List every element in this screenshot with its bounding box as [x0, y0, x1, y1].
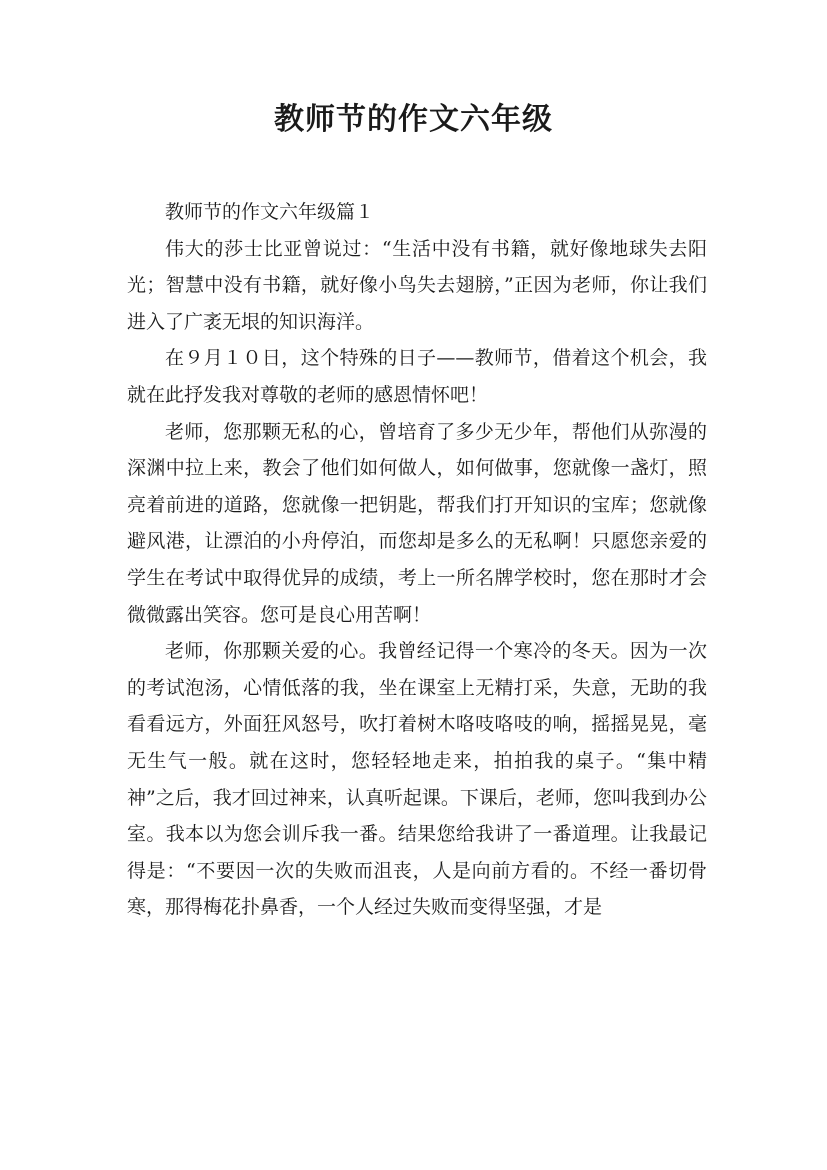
document-title: 教师节的作文六年级 [274, 102, 553, 137]
section-heading: 教师节的作文六年级篇１ [165, 201, 375, 223]
document-body [127, 194, 707, 926]
paragraph-4: 老师，你那颗关爱的心。我曾经记得一个寒冷的冬天。因为一次的考试泡汤，心情低落的我，坐在课室上无精打采，失意，无助的我看看远方，外面狂风怒号，吹打着树木咯吱咯吱的响，摇摇晃晃，毫无生气一般。就在这时，您轻轻地走来，拍拍我的桌子。“集中精神”之后，我才回过神来，认真听起课。下课后，老师，您叫我到办公室。我本以为您会训斥我一番。结果您给我讲了一番道理。让我最记得是：“不要因一次的失败而沮丧，人是向前方看的。不经一番切骨寒，那得梅花扑鼻香，一个人经过失败而变得坚强，才是 [127, 640, 707, 919]
paragraph-2: 在９月１０日，这个特殊的日子——教师节，借着这个机会，我就在此抒发我对尊敬的老师的感恩情怀吧！ [127, 347, 707, 406]
paragraph-3: 老师，您那颗无私的心，曾培育了多少无少年，帮他们从弥漫的深渊中拉上来，教会了他们如何做人，如何做事，您就像一盏灯，照亮着前进的道路，您就像一把钥匙，帮我们打开知识的宝库；您就像避风港，让漂泊的小舟停泊，而您却是多么的无私啊！只愿您亲爱的学生在考试中取得优异的成绩，考上一所名牌学校时，您在那时才会微微露出笑容。您可是良心用苦啊！ [127, 420, 707, 626]
paragraph-1: 伟大的莎士比亚曾说过：“生活中没有书籍，就好像地球失去阳光；智慧中没有书籍，就好像小鸟失去翅膀，”正因为老师，你让我们进入了广袤无垠的知识海洋。 [127, 237, 707, 333]
